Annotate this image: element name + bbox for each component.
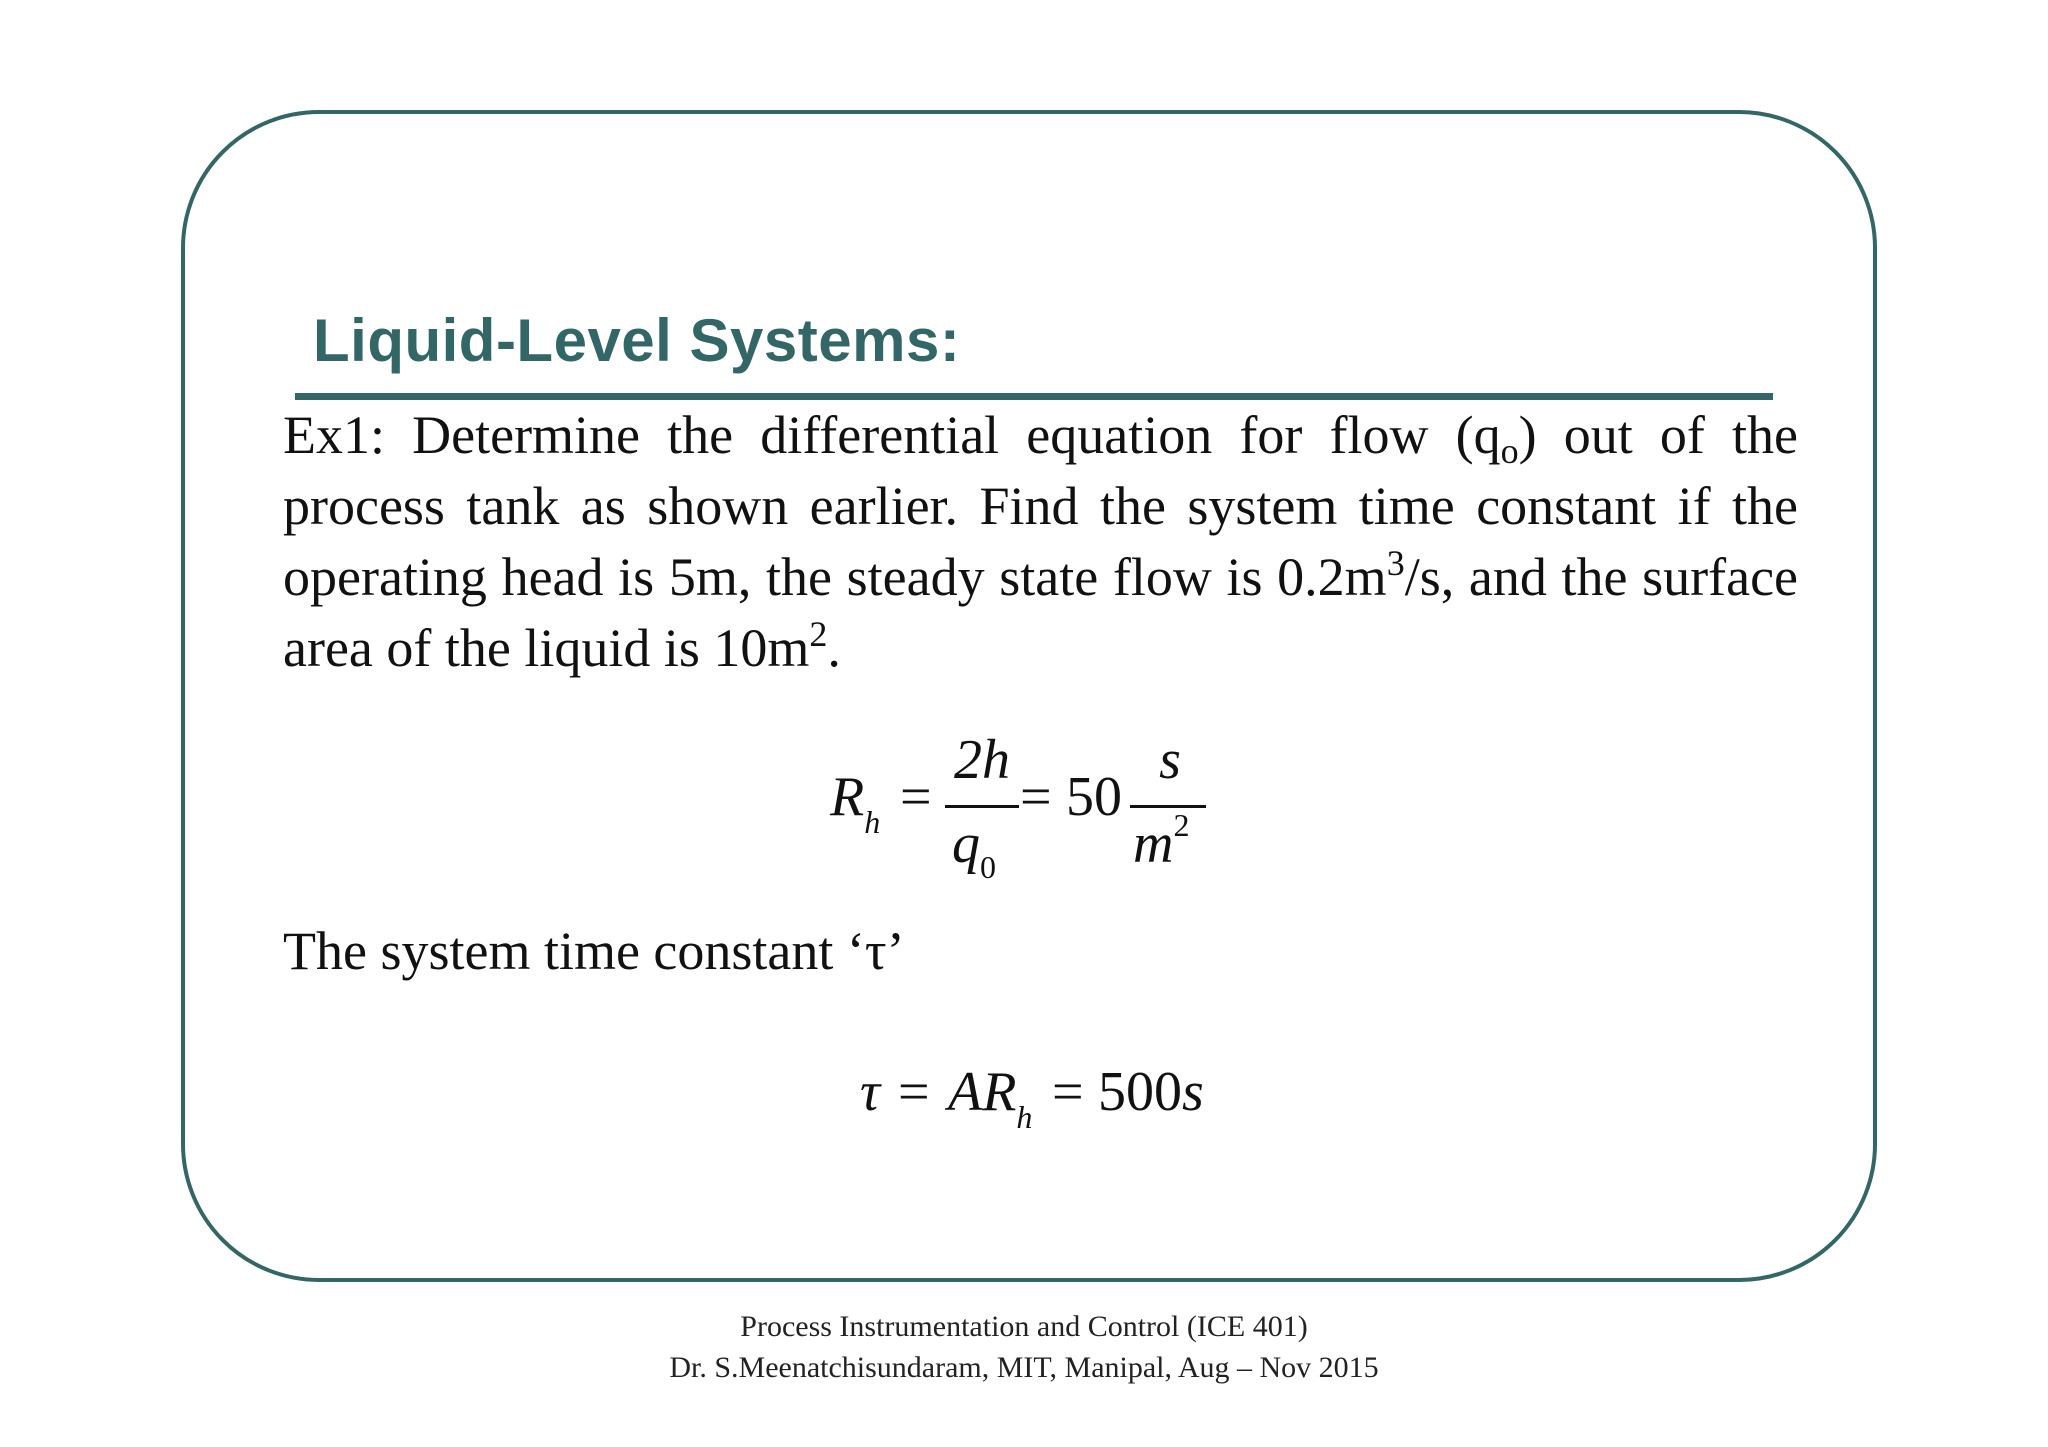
eq2-equals-1: =	[898, 1061, 930, 1123]
eq1-denominator-superscript: 2	[1173, 807, 1190, 843]
footer-course: Process Instrumentation and Control (ICE 401)	[740, 1310, 1308, 1343]
problem-text-4: .	[827, 618, 841, 678]
eq1-equals-2: =	[1020, 766, 1052, 828]
slide-title: Liquid-Level Systems:	[313, 307, 961, 374]
problem-superscript-2: 2	[809, 614, 828, 654]
eq1-lhs: $R_h$	[830, 766, 881, 840]
eq2-unit: s	[1182, 1061, 1204, 1123]
eq2-value: 500s	[1098, 1061, 1204, 1123]
eq2-product: $AR_h$	[948, 1061, 1033, 1135]
eq1-fraction-line-1	[945, 805, 1019, 808]
problem-statement	[283, 400, 1798, 684]
eq1-coefficient: 50	[1066, 766, 1122, 828]
eq1-numerator-1: 2h	[954, 729, 1010, 791]
eq1-lhs-subscript: h	[864, 804, 881, 840]
eq2-equals-2: =	[1052, 1061, 1084, 1123]
eq1-denominator-2: $m^2$	[1133, 807, 1190, 875]
problem-text-2: ) out of the process tank as shown earlier. Find the system time constant if the operating head is 5m, the steady state flow is 0.2m	[283, 405, 1798, 607]
eq2-tau: τ	[860, 1061, 881, 1123]
eq1-fraction-line-2	[1130, 805, 1206, 808]
eq1-numerator-2: s	[1159, 729, 1181, 791]
tau-label: The system time constant ‘τ’	[283, 921, 905, 981]
problem-text-1: Ex1: Determine the differential equation for flow (q	[283, 405, 1501, 465]
eq1-denominator-subscript: 0	[980, 849, 996, 885]
title-underline	[295, 393, 1773, 400]
eq1-denominator-1: $q_0$	[952, 813, 996, 885]
problem-text-3: /s, and the surface area of the liquid is 10m	[283, 547, 1798, 678]
eq1-equals-1: =	[900, 766, 932, 828]
problem-superscript-3: 3	[1386, 543, 1405, 583]
problem-subscript-o: o	[1500, 431, 1519, 471]
eq2-product-subscript: h	[1016, 1099, 1033, 1135]
footer-author: Dr. S.Meenatchisundaram, MIT, Manipal, Aug – Nov 2015	[669, 1351, 1379, 1384]
